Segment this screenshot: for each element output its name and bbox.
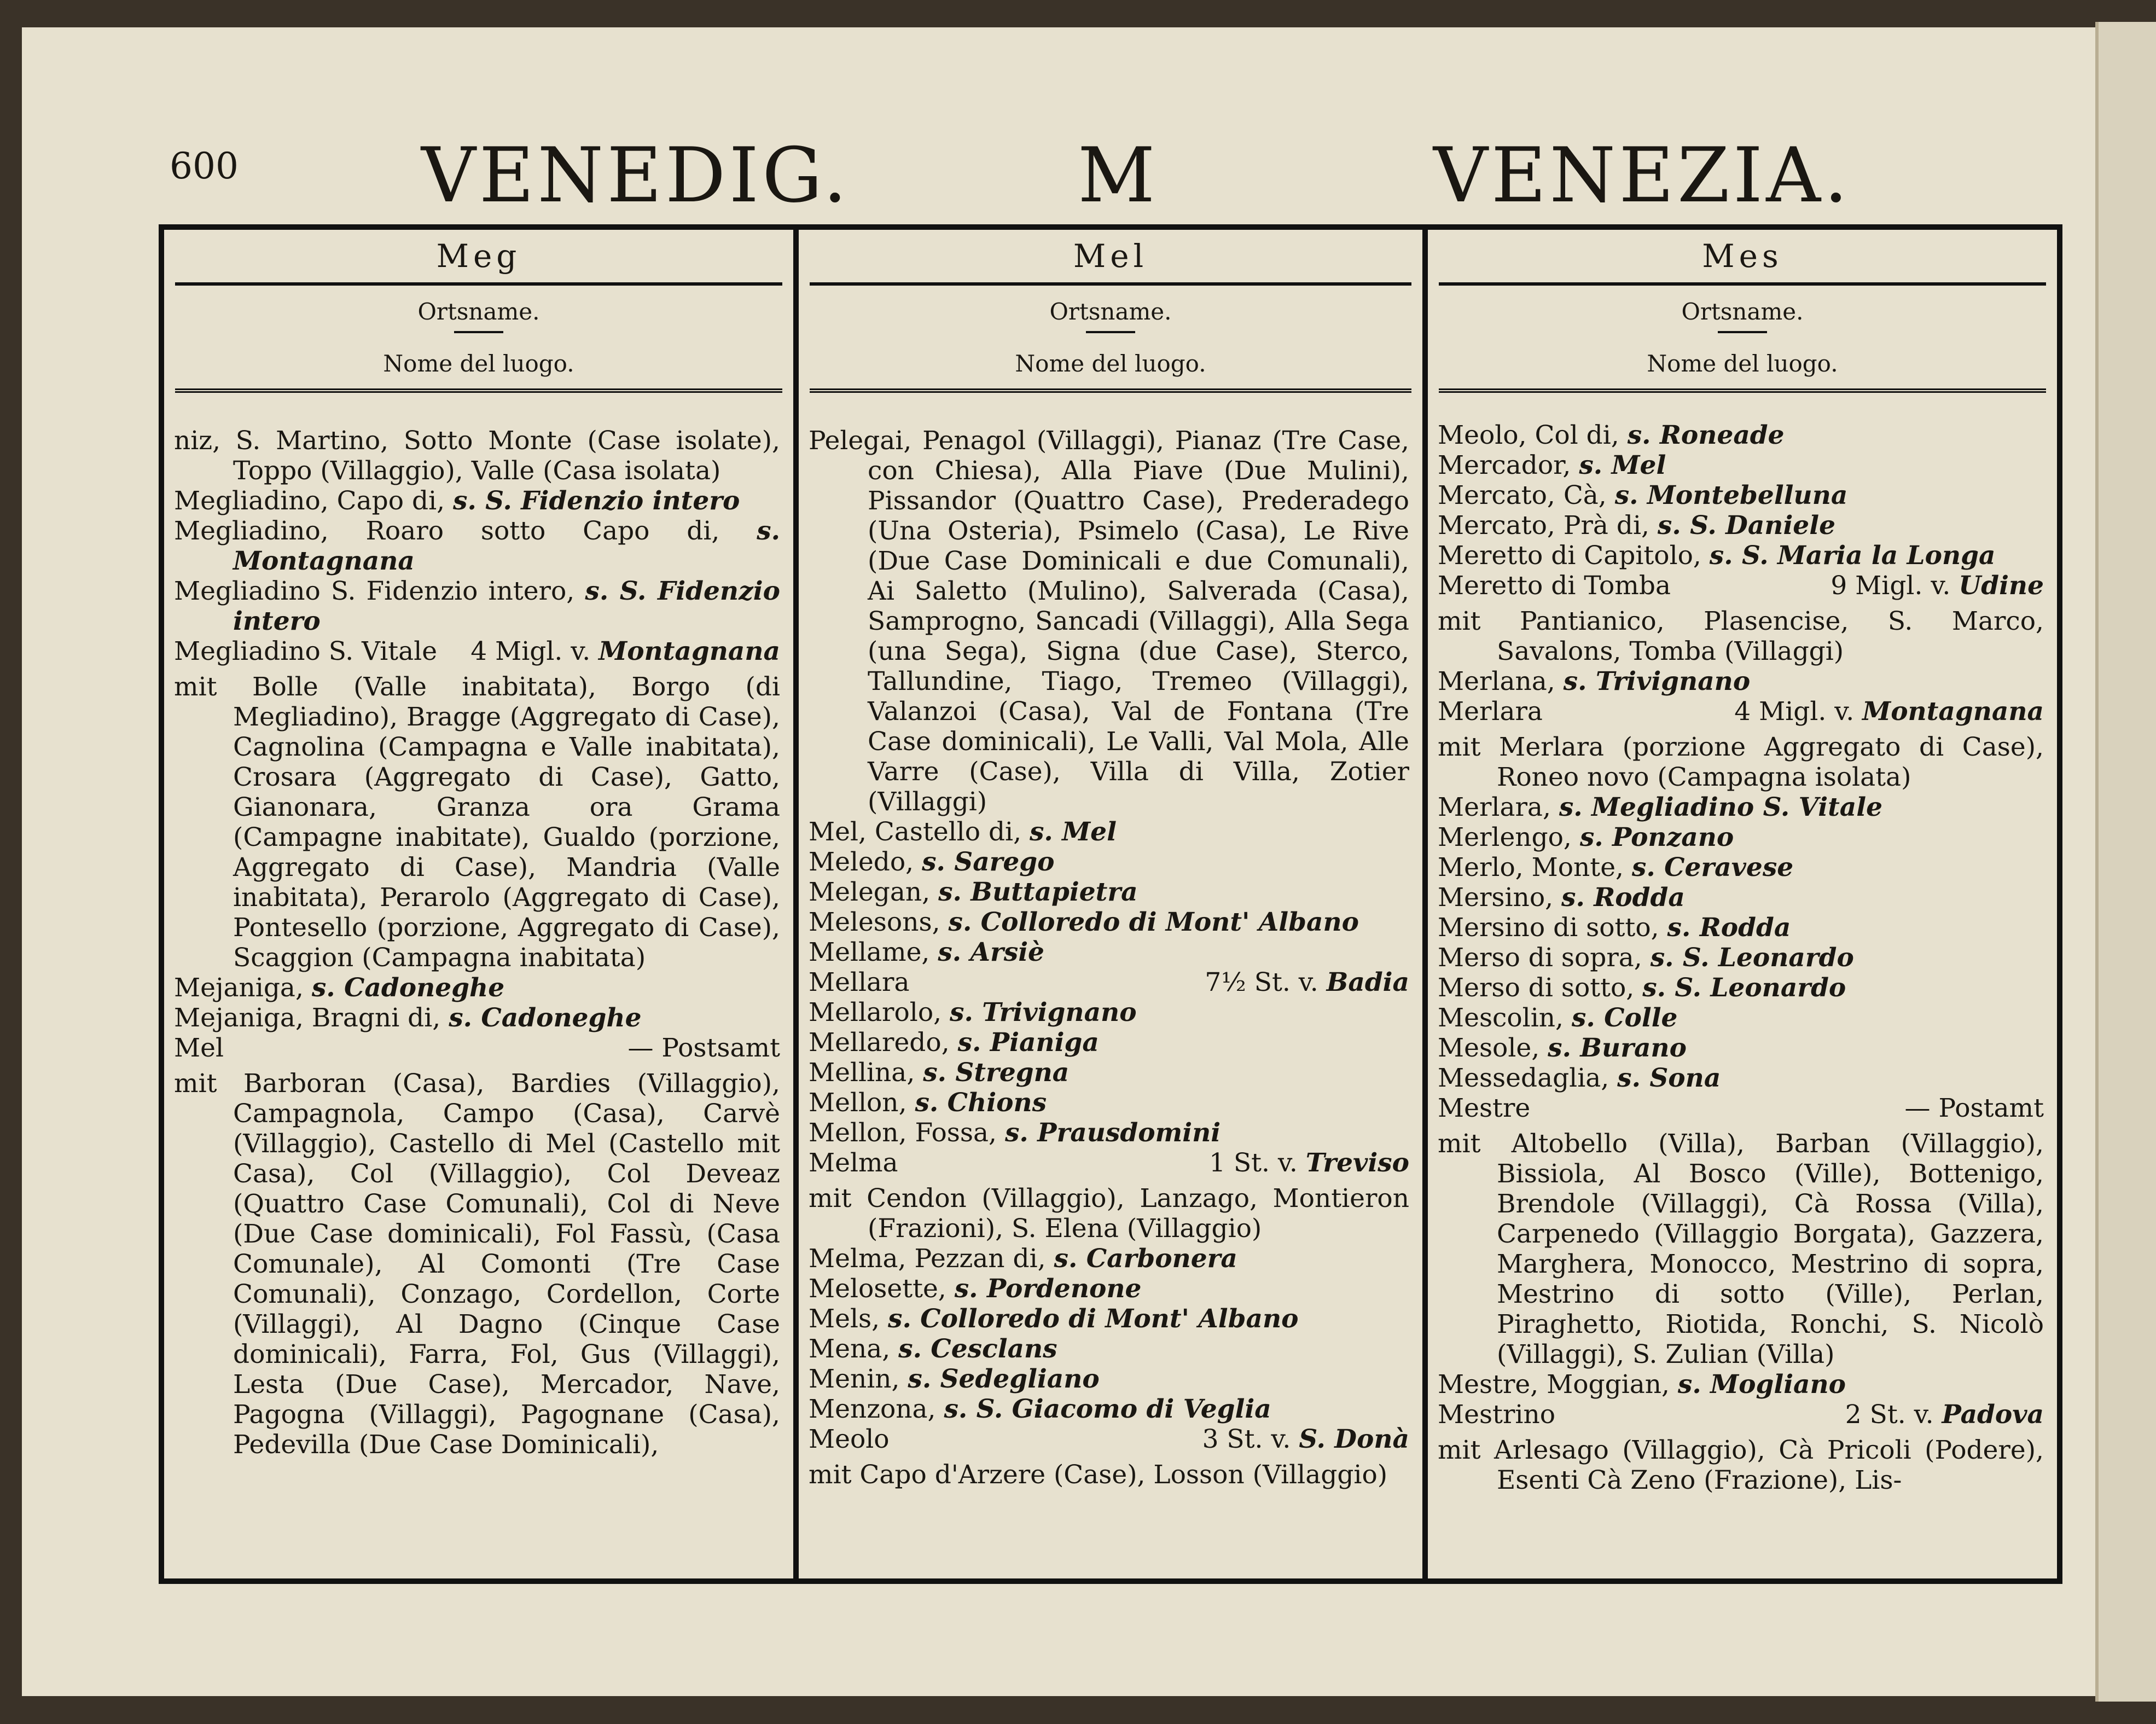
- place-name: Merlana,: [1438, 666, 1555, 696]
- place-name: Melma: [809, 1148, 898, 1178]
- see-reference: s. S. Maria la Longa: [1709, 541, 1996, 571]
- entry-reference: [1438, 1033, 2044, 1063]
- place-name: Merlara,: [1438, 792, 1551, 822]
- column-body: [164, 393, 793, 1460]
- see-reference: s. Montebelluna: [1614, 480, 1848, 510]
- column-header: [175, 230, 782, 393]
- distance-place: Montagnana: [598, 636, 780, 666]
- entry-distance: [174, 1033, 780, 1063]
- entry-sub-places: [809, 1183, 1409, 1244]
- column-mes: [1422, 230, 2057, 1578]
- entry-reference: [1438, 1369, 2044, 1400]
- place-name: Mel, Castello di,: [809, 817, 1022, 847]
- header-nome-del-luogo: Nome del luogo.: [383, 350, 574, 377]
- see-reference: s. Rodda: [1561, 883, 1685, 913]
- place-name: Megliadino S. Vitale: [174, 636, 438, 666]
- entry-reference: [1438, 792, 2044, 822]
- place-name: Mercato, Prà di,: [1438, 510, 1649, 541]
- entry-reference: [1438, 822, 2044, 852]
- see-reference: s. Sona: [1617, 1063, 1721, 1093]
- entry-reference: [1438, 450, 2044, 480]
- place-name: Merso di sopra,: [1438, 943, 1642, 973]
- place-name: Menzona,: [809, 1394, 936, 1424]
- see-reference: s. Ceravese: [1631, 852, 1794, 883]
- entry-reference: [809, 817, 1409, 847]
- distance: 9 Migl. v.: [1830, 571, 1951, 601]
- see-reference: s. S. Giacomo di Veglia: [944, 1394, 1271, 1424]
- entry-sub-places: [174, 426, 780, 486]
- place-name: Merso di sotto,: [1438, 973, 1635, 1003]
- place-name: Merlengo,: [1438, 822, 1572, 852]
- entry-text: mit Altobello (Villa), Barban (Villaggio), Bissiola, Al Bosco (Ville), Bottenigo, Brendole (Villaggi), Cà Rossa (Villa), Carpenedo (Villaggio Borgata), Gazzera, Marghera, Monocco, Mestrino di sopra, Mestrino di sotto (Ville), Perlan, Piraghetto, Riotida, Ronchi, S. Nicolò (Villaggi), S. Zulian (Villa): [1438, 1129, 2044, 1369]
- gazetteer-table: [159, 224, 2062, 1584]
- see-reference: s. Sarego: [922, 847, 1055, 877]
- column-meg: [164, 230, 793, 1578]
- see-reference: s. Megliadino S. Vitale: [1559, 792, 1882, 822]
- entry-text: Pelegai, Penagol (Villaggi), Pianaz (Tre Case, con Chiesa), Alla Piave (Due Mulini), Pissandor (Quattro Case), Prederadego (Una Osteria), Psimelo (Casa), Le Rive (Due Case Dominicali e due Comunali), Ai Saletto (Mulino), Salverada (Casa), Samprogno, Sancadi (Villaggi), Alla Sega (una Sega), Signa (due Case), Sterco, Tallundine, Tiago, Tremeo (Villaggi), Valanzoi (Casa), Val de Fontana (Tre Case dominicali), Le Valli, Val Mola, Alle Varre (Case), Villa di Villa, Zotier (Villaggi): [809, 426, 1409, 817]
- entry-reference: [809, 1334, 1409, 1364]
- column-body: [799, 393, 1422, 1490]
- header-ortsname: Ortsname.: [1049, 298, 1172, 325]
- distance-info: [470, 636, 780, 666]
- entry-reference: [1438, 943, 2044, 973]
- entry-reference: [809, 1028, 1409, 1058]
- distance-info: [1205, 967, 1409, 997]
- entry-reference: [1438, 1003, 2044, 1033]
- place-name: Menin,: [809, 1364, 900, 1394]
- place-name: Melesons,: [809, 907, 940, 937]
- entry-reference: [1438, 480, 2044, 510]
- distance: 7½ St. v.: [1205, 967, 1318, 997]
- place-name: Mellon, Fossa,: [809, 1118, 997, 1148]
- distance-info: [1845, 1400, 2044, 1430]
- column-header: [1439, 230, 2046, 393]
- distance-place: S. Donà: [1299, 1424, 1409, 1454]
- entry-reference: [174, 516, 780, 576]
- column-code: Meg: [175, 237, 782, 286]
- entry-reference: [174, 1003, 780, 1033]
- see-reference: s. Mel: [1579, 450, 1666, 480]
- entry-reference: [1438, 541, 2044, 571]
- see-reference: s. Cadoneghe: [311, 973, 505, 1003]
- entry-reference: [1438, 510, 2044, 541]
- distance-place: Padova: [1942, 1400, 2044, 1430]
- place-name: Mesole,: [1438, 1033, 1540, 1063]
- header-nome-del-luogo: Nome del luogo.: [1647, 350, 1838, 377]
- see-reference: s. Cesclans: [898, 1334, 1057, 1364]
- entry-sub-places: [1438, 732, 2044, 792]
- entry-reference: [174, 576, 780, 636]
- entry-sub-places: [1438, 1435, 2044, 1495]
- see-reference: s. S. Fidenzio intero: [453, 486, 740, 516]
- entry-text: mit Merlara (porzione Aggregato di Case), Roneo novo (Campagna isolata): [1438, 732, 2044, 792]
- see-reference: s. Colloredo di Mont' Albano: [948, 907, 1359, 937]
- place-name: Mestre: [1438, 1093, 1531, 1123]
- see-reference: s. S. Leonardo: [1642, 973, 1846, 1003]
- page-number: 600: [170, 145, 239, 187]
- distance-place: Montagnana: [1862, 696, 2044, 727]
- distance-info: [1734, 696, 2044, 727]
- entry-text: mit Capo d'Arzere (Case), Losson (Villaggio): [809, 1460, 1388, 1490]
- column-code: Mel: [810, 237, 1411, 286]
- place-name: Mellame,: [809, 937, 930, 967]
- distance: 4 Migl. v.: [1734, 696, 1855, 727]
- place-name: Mellarolo,: [809, 997, 942, 1028]
- place-name: Meretto di Capitolo,: [1438, 541, 1701, 571]
- entry-reference: [809, 907, 1409, 937]
- place-name: Mellara: [809, 967, 910, 997]
- place-name: Mel: [174, 1033, 224, 1063]
- place-name: Mena,: [809, 1334, 891, 1364]
- distance: 1 St. v.: [1209, 1148, 1298, 1178]
- see-reference: s. Sedegliano: [908, 1364, 1100, 1394]
- entry-sub-places: [174, 672, 780, 973]
- see-reference: s. Pianiga: [957, 1028, 1099, 1058]
- entry-distance: [809, 967, 1409, 997]
- running-head-left: VENEDIG.: [421, 131, 851, 219]
- see-reference: s. S. Daniele: [1657, 510, 1835, 541]
- place-name: Mellaredo,: [809, 1028, 950, 1058]
- see-reference: s. Prausdomini: [1004, 1118, 1221, 1148]
- place-name: Meledo,: [809, 847, 914, 877]
- distance: 2 St. v.: [1845, 1400, 1934, 1430]
- see-reference: s. Trivignano: [950, 997, 1137, 1028]
- entry-distance: [1438, 696, 2044, 727]
- see-reference: s. Mel: [1029, 817, 1117, 847]
- entry-reference: [809, 1304, 1409, 1334]
- see-reference: s. Buttapietra: [938, 877, 1138, 907]
- header-rule: [454, 331, 503, 333]
- entry-reference: [809, 847, 1409, 877]
- place-name: Mellina,: [809, 1058, 915, 1088]
- see-reference: s. Carbonera: [1054, 1244, 1237, 1274]
- distance-info: [1905, 1093, 2044, 1123]
- see-reference: s. S. Fidenzio intero: [233, 576, 780, 636]
- see-reference: s. Rodda: [1667, 913, 1791, 943]
- place-name: Meretto di Tomba: [1438, 571, 1671, 601]
- entry-reference: [809, 1274, 1409, 1304]
- see-reference: s. Pordenone: [954, 1274, 1142, 1304]
- entry-reference: [809, 997, 1409, 1028]
- entry-distance: [809, 1148, 1409, 1178]
- see-reference: s. Stregna: [923, 1058, 1070, 1088]
- header-ortsname: Ortsname.: [417, 298, 540, 325]
- entry-reference: [809, 1394, 1409, 1424]
- place-name: Mellon,: [809, 1088, 907, 1118]
- place-name: Melma, Pezzan di,: [809, 1244, 1046, 1274]
- distance: — Postsamt: [627, 1033, 780, 1063]
- see-reference: s. Roneade: [1627, 420, 1785, 450]
- entry-reference: [1438, 973, 2044, 1003]
- distance-info: [1209, 1148, 1409, 1178]
- entry-reference: [1438, 883, 2044, 913]
- place-name: Mestrino: [1438, 1400, 1556, 1430]
- header-rule: [1086, 331, 1135, 333]
- entry-reference: [1438, 666, 2044, 696]
- place-name: Mels,: [809, 1304, 880, 1334]
- distance: — Postamt: [1904, 1093, 2044, 1123]
- entry-text: mit Pantianico, Plasencise, S. Marco, Savalons, Tomba (Villaggi): [1438, 606, 2044, 666]
- entry-reference: [1438, 420, 2044, 450]
- running-head-right: VENEZIA.: [1433, 131, 1851, 219]
- entry-reference: [174, 973, 780, 1003]
- distance-info: [1830, 571, 2044, 601]
- place-name: Melosette,: [809, 1274, 946, 1304]
- see-reference: s. Mogliano: [1677, 1369, 1846, 1400]
- entry-sub-places: [809, 426, 1409, 817]
- column-code: Mes: [1439, 237, 2046, 286]
- entry-reference: [1438, 852, 2044, 883]
- page: [22, 27, 2095, 1696]
- see-reference: s. Cadoneghe: [449, 1003, 642, 1033]
- see-reference: s. Arsiè: [938, 937, 1044, 967]
- entry-reference: [1438, 913, 2044, 943]
- distance: 4 Migl. v.: [470, 636, 591, 666]
- see-reference: s. Colloredo di Mont' Albano: [887, 1304, 1299, 1334]
- entry-distance: [1438, 571, 2044, 601]
- place-name: Meolo: [809, 1424, 890, 1454]
- entry-sub-places: [1438, 606, 2044, 666]
- see-reference: s. S. Leonardo: [1650, 943, 1854, 973]
- header-nome-del-luogo: Nome del luogo.: [1015, 350, 1206, 377]
- place-name: Merlara: [1438, 696, 1543, 727]
- distance-place: Treviso: [1305, 1148, 1409, 1178]
- header-ortsname: Ortsname.: [1681, 298, 1804, 325]
- running-head-center: M: [1078, 131, 1159, 219]
- distance-info: [1202, 1424, 1409, 1454]
- place-name: Mersino di sotto,: [1438, 913, 1659, 943]
- place-name: Mestre, Moggian,: [1438, 1369, 1670, 1400]
- entry-reference: [809, 1364, 1409, 1394]
- place-name: Melegan,: [809, 877, 931, 907]
- entry-distance: [1438, 1400, 2044, 1430]
- see-reference: s. Colle: [1571, 1003, 1678, 1033]
- place-name: Meolo, Col di,: [1438, 420, 1619, 450]
- place-name: Megliadino, Capo di,: [174, 486, 445, 516]
- place-name: Mercato, Cà,: [1438, 480, 1607, 510]
- entry-sub-places: [809, 1460, 1409, 1490]
- see-reference: s. Montagnana: [233, 516, 780, 576]
- entry-reference: [809, 937, 1409, 967]
- entry-reference: [809, 877, 1409, 907]
- place-name: Mercador,: [1438, 450, 1571, 480]
- see-reference: s. Chions: [915, 1088, 1047, 1118]
- entry-sub-places: [1438, 1129, 2044, 1369]
- entry-distance: [174, 636, 780, 666]
- header-rule: [1718, 331, 1767, 333]
- column-header: [810, 230, 1411, 393]
- entry-text: mit Arlesago (Villaggio), Cà Pricoli (Podere), Esenti Cà Zeno (Frazione), Lis-: [1438, 1435, 2044, 1495]
- place-name: Megliadino, Roaro sotto Capo di,: [174, 516, 720, 546]
- place-name: Megliadino S. Fidenzio intero,: [174, 576, 575, 606]
- entry-reference: [809, 1058, 1409, 1088]
- distance-place: Badia: [1326, 967, 1409, 997]
- see-reference: s. Burano: [1548, 1033, 1687, 1063]
- column-mel: [793, 230, 1422, 1578]
- entry-reference: [809, 1244, 1409, 1274]
- entry-distance: [1438, 1093, 2044, 1123]
- distance: 3 St. v.: [1202, 1424, 1291, 1454]
- entry-reference: [809, 1088, 1409, 1118]
- facing-page-edge: [2095, 22, 2156, 1702]
- see-reference: s. Ponzano: [1579, 822, 1734, 852]
- distance-place: Udine: [1959, 571, 2044, 601]
- entry-sub-places: [174, 1069, 780, 1460]
- entry-reference: [809, 1118, 1409, 1148]
- place-name: Mejaniga,: [174, 973, 304, 1003]
- see-reference: s. Trivignano: [1563, 666, 1751, 696]
- place-name: Messedaglia,: [1438, 1063, 1609, 1093]
- entry-reference: [1438, 1063, 2044, 1093]
- entry-text: mit Cendon (Villaggio), Lanzago, Montieron (Frazioni), S. Elena (Villaggio): [809, 1183, 1409, 1244]
- entry-text: mit Barboran (Casa), Bardies (Villaggio), Campagnola, Campo (Casa), Carvè (Villaggio), Castello di Mel (Castello mit Casa), Col (Villaggio), Col Deveaz (Quattro Case Comunali), Col di Neve (Due Case dominicali), Fol Fassù, (Casa Comunale), Al Comonti (Tre Case Comunali), Conzago, Cordellon, Corte (Villaggi), Al Dagno (Cinque Case dominicali), Farra, Fol, Gus (Villaggi), Lesta (Due Case), Mercador, Nave, Pagogna (Villaggi), Pagognane (Casa), Pedevilla (Due Case Dominicali),: [174, 1069, 780, 1460]
- column-body: [1428, 393, 2057, 1495]
- place-name: Merlo, Monte,: [1438, 852, 1624, 883]
- entry-text: mit Bolle (Valle inabitata), Borgo (di Megliadino), Bragge (Aggregato di Case), Cagnolina (Campagna e Valle inabitata), Crosara (Aggregato di Case), Gatto, Gianonara, Granza ora Grama (Campagne inabitate), Gualdo (porzione, Aggregato di Case), Mandria (Valle inabitata), Perarolo (Aggregato di Case), Pontesello (porzione, Aggregato di Case), Scaggion (Campagna inabitata): [174, 672, 780, 973]
- entry-text: niz, S. Martino, Sotto Monte (Case isolate), Toppo (Villaggio), Valle (Casa isolata): [174, 426, 780, 486]
- place-name: Mersino,: [1438, 883, 1554, 913]
- entry-distance: [809, 1424, 1409, 1454]
- place-name: Mejaniga, Bragni di,: [174, 1003, 441, 1033]
- place-name: Mescolin,: [1438, 1003, 1564, 1033]
- entry-reference: [174, 486, 780, 516]
- distance-info: [627, 1033, 780, 1063]
